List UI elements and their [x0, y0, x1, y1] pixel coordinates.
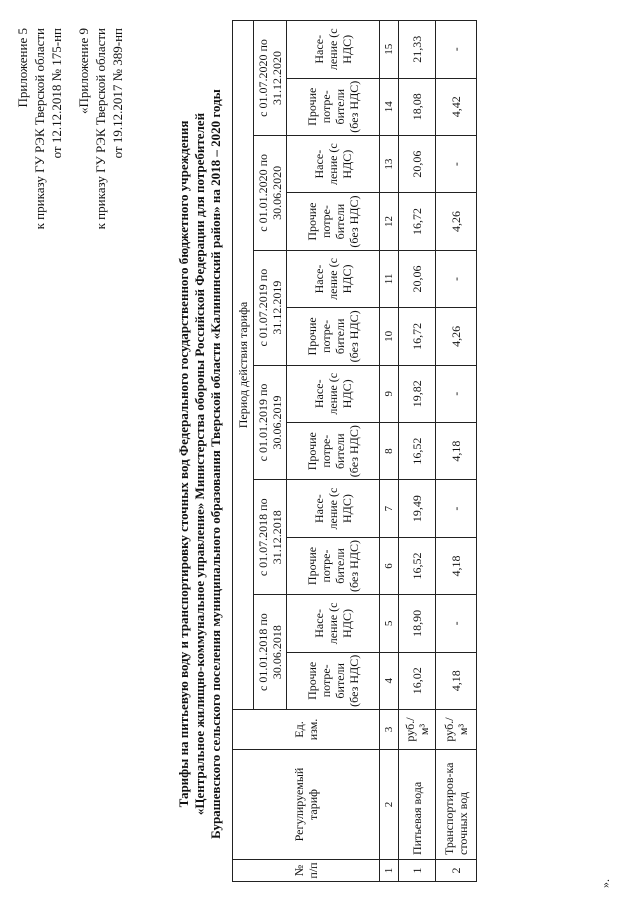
- appendix-5-order: к приказу ГУ РЭК Тверской области: [32, 28, 47, 230]
- tariff-value: 16,52: [399, 422, 436, 479]
- column-number: 11: [380, 250, 399, 307]
- column-number: 13: [380, 135, 399, 192]
- column-number: 4: [380, 652, 399, 709]
- tariff-value: 4,26: [436, 193, 477, 250]
- appendix-5-block: [14, 28, 65, 388]
- header-tariff: Регулируемый тариф: [233, 750, 380, 860]
- column-number: 12: [380, 193, 399, 250]
- header-no: № п/п: [233, 860, 380, 882]
- column-number: 3: [380, 710, 399, 750]
- table-row: [436, 21, 477, 882]
- tariff-value: 4,18: [436, 537, 477, 594]
- sub-pop-5: Насе-ление (с НДС): [287, 135, 380, 192]
- appendix-9-block: [75, 28, 126, 388]
- column-number: 5: [380, 595, 399, 652]
- row-unit: руб./м³: [436, 710, 477, 750]
- tariff-rows: [399, 21, 477, 882]
- appendix-9-date: от 19.12.2017 № 389-нп: [110, 28, 125, 159]
- tariff-value: 21,33: [399, 21, 436, 79]
- period-3: с 01.01.2019 по 30.06.2019: [254, 365, 287, 480]
- column-number: 8: [380, 422, 399, 479]
- sub-other-6: Прочие потре-бители (без НДС): [287, 78, 380, 135]
- column-number: 9: [380, 365, 399, 422]
- tariff-value: 4,26: [436, 308, 477, 365]
- column-number-row: [380, 21, 399, 882]
- tariff-value: 16,02: [399, 652, 436, 709]
- tariff-value: -: [436, 21, 477, 79]
- header-unit: Ед. изм.: [233, 710, 380, 750]
- appendix-5-date: от 12.12.2018 № 175-нп: [49, 28, 64, 159]
- period-6: с 01.07.2020 по 31.12.2020: [254, 21, 287, 136]
- tariff-value: 4,18: [436, 422, 477, 479]
- tariff-value: 18,08: [399, 78, 436, 135]
- sub-other-2: Прочие потре-бители (без НДС): [287, 537, 380, 594]
- tariff-value: 16,72: [399, 193, 436, 250]
- tariff-value: -: [436, 135, 477, 192]
- title-line-3: Бурашевского сельского поселения муниципального образования Тверской области «Калининский район» на 2018 – 2020 годы: [208, 89, 223, 839]
- sub-other-3: Прочие потре-бители (без НДС): [287, 422, 380, 479]
- closing-quote: ».: [598, 879, 612, 888]
- sub-pop-4: Насе-ление (с НДС): [287, 250, 380, 307]
- document-title: [176, 84, 224, 844]
- period-2: с 01.07.2018 по 31.12.2018: [254, 480, 287, 595]
- tariff-value: 4,18: [436, 652, 477, 709]
- tariff-value: -: [436, 250, 477, 307]
- row-number: 2: [436, 860, 477, 882]
- row-number: 1: [399, 860, 436, 882]
- tariff-value: 16,72: [399, 308, 436, 365]
- title-line-2: «Центральное жилищно-коммунальное управление» Министерства обороны Российской Федерации для потребителей: [192, 112, 207, 816]
- tariff-value: 16,52: [399, 537, 436, 594]
- row-tariff-name: Питьевая вода: [399, 750, 436, 860]
- tariff-value: -: [436, 365, 477, 422]
- title-line-1: Тарифы на питьевую воду и транспортировку сточных вод Федерального государственного бюджетного учреждения: [176, 120, 191, 808]
- tariff-value: 20,06: [399, 250, 436, 307]
- row-tariff-name: Транспортиров-ка сточных вод: [436, 750, 477, 860]
- appendix-5-title: Приложение 5: [15, 28, 30, 108]
- appendix-9-order: к приказу ГУ РЭК Тверской области: [93, 28, 108, 230]
- tariff-table: [232, 20, 477, 882]
- column-number: 15: [380, 21, 399, 79]
- column-number: 7: [380, 480, 399, 537]
- tariff-value: 19,82: [399, 365, 436, 422]
- header-period: Период действия тарифа: [233, 21, 254, 710]
- row-unit: руб./м³: [399, 710, 436, 750]
- tariff-value: 19,49: [399, 480, 436, 537]
- period-1: с 01.01.2018 по 30.06.2018: [254, 595, 287, 710]
- sub-pop-2: Насе-ление (с НДС): [287, 480, 380, 537]
- sub-other-4: Прочие потре-бители (без НДС): [287, 308, 380, 365]
- column-number: 14: [380, 78, 399, 135]
- column-number: 10: [380, 308, 399, 365]
- sub-other-5: Прочие потре-бители (без НДС): [287, 193, 380, 250]
- column-number: 2: [380, 750, 399, 860]
- table-row: [399, 21, 436, 882]
- sub-pop-6: Насе-ление (с НДС): [287, 21, 380, 79]
- column-number: 1: [380, 860, 399, 882]
- column-number: 6: [380, 537, 399, 594]
- tariff-value: 4,42: [436, 78, 477, 135]
- period-4: с 01.07.2019 по 31.12.2019: [254, 250, 287, 365]
- sub-pop-3: Насе-ление (с НДС): [287, 365, 380, 422]
- tariff-value: 20,06: [399, 135, 436, 192]
- tariff-value: -: [436, 480, 477, 537]
- appendix-header: [14, 28, 126, 388]
- tariff-value: -: [436, 595, 477, 652]
- tariff-value: 18,90: [399, 595, 436, 652]
- appendix-9-title: «Приложение 9: [76, 28, 91, 115]
- sub-pop-1: Насе-ление (с НДС): [287, 595, 380, 652]
- period-5: с 01.01.2020 по 30.06.2020: [254, 135, 287, 250]
- sub-other-1: Прочие потре-бители (без НДС): [287, 652, 380, 709]
